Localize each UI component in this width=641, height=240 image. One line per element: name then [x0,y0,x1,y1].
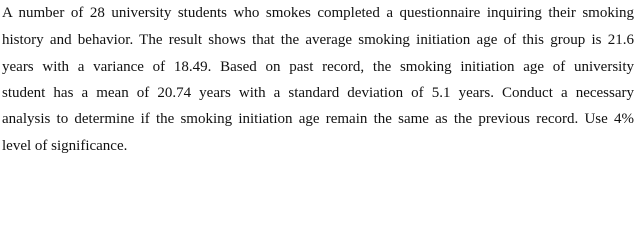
problem-text-line: history and behavior. The result shows that the average smoking initiation age of this group is 21.6 [2,32,634,48]
problem-text-line: analysis to determine if the smoking initiation age remain the same as the previous record. Use 4% [2,111,634,127]
problem-text-line: student has a mean of 20.74 years with a standard deviation of 5.1 years. Conduct a necessary [2,85,634,101]
problem-text-line: years with a variance of 18.49. Based on past record, the smoking initiation age of university [2,59,634,75]
problem-text-line: A number of 28 university students who smokes completed a questionnaire inquiring their smoking [2,5,634,21]
problem-text-line: level of significance. [2,138,128,154]
